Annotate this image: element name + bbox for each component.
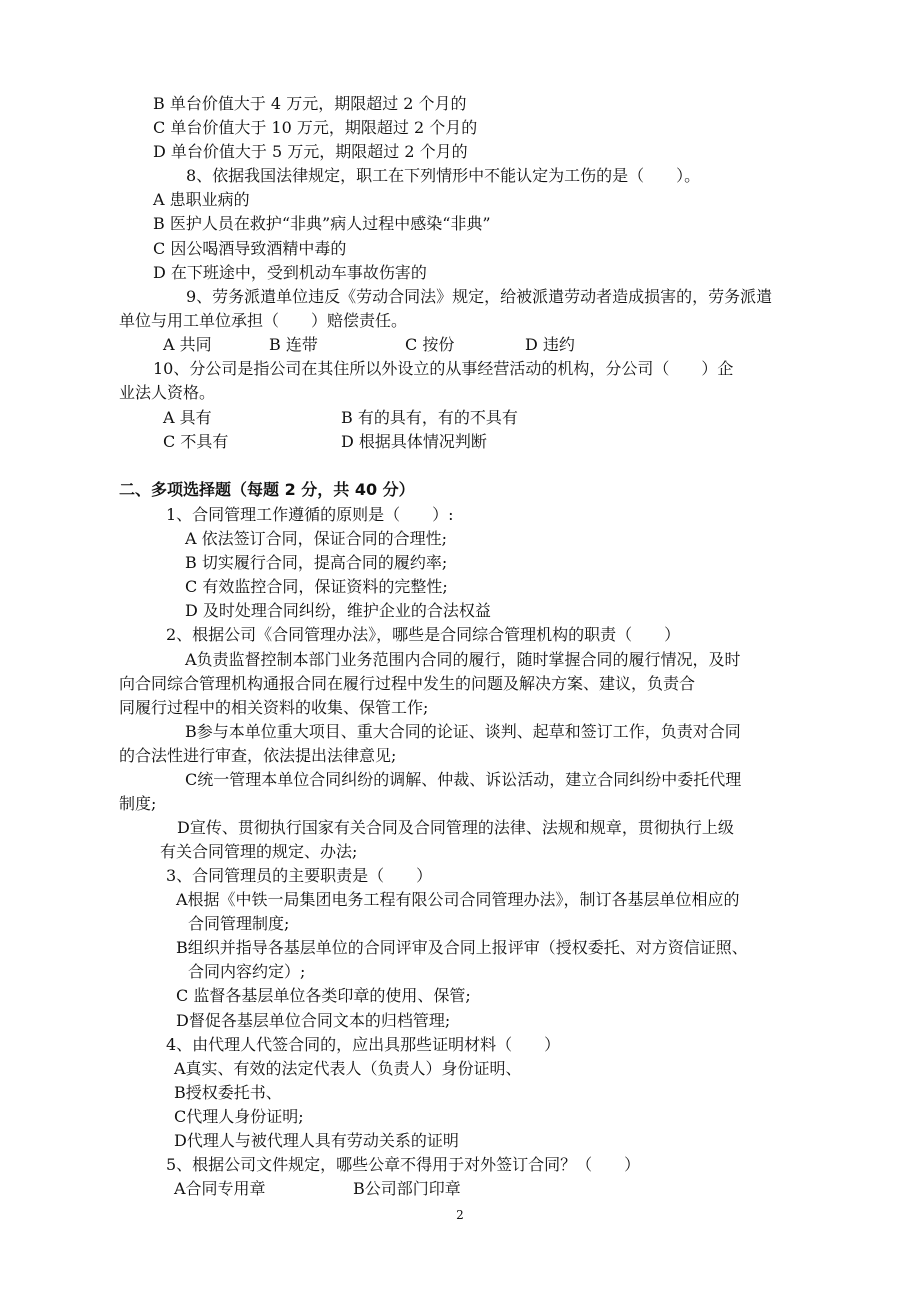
q9-option-c: C 按份 [405,335,455,354]
q10-option-d: D 根据具体情况判断 [341,432,487,451]
q9-option-b: B 连带 [269,335,318,354]
q7-option-c: C 单台价值大于 10 万元，期限超过 2 个月的 [153,118,478,137]
m5-option-b: B公司部门印章 [353,1179,461,1198]
q9-stem-line1: 9、劳务派遣单位违反《劳动合同法》规定，给被派遣劳动者造成损害的，劳务派遣 [186,287,773,306]
q8-stem: 8、依据我国法律规定，职工在下列情形中不能认定为工伤的是（ ）。 [186,166,701,185]
m2-option-a-line2: 向合同综合管理机构通报合同在履行过程中发生的问题及解决方案、建议，负责合 [119,674,696,693]
m2-option-b-line2: 的合法性进行审查，依法提出法律意见; [119,746,397,765]
m1-option-b: B 切实履行合同，提高合同的履约率; [185,553,448,572]
q10-option-a: A 具有 [163,408,212,427]
m4-option-b: B授权委托书、 [174,1083,282,1102]
m2-option-c-line2: 制度; [119,794,157,813]
m5-stem: 5、根据公司文件规定，哪些公章不得用于对外签订合同？（ ） [166,1155,641,1174]
m2-option-b-line1: B参与本单位重大项目、重大合同的论证、谈判、起草和签订工作，负责对合同 [185,722,741,741]
m1-option-a: A 依法签订合同，保证合同的合理性; [185,529,448,548]
q8-option-c: C 因公喝酒导致酒精中毒的 [153,239,347,258]
q8-option-a: A 患职业病的 [153,190,250,209]
m4-option-d: D代理人与被代理人具有劳动关系的证明 [174,1131,459,1150]
m1-stem: 1、合同管理工作遵循的原则是（ ）: [166,505,454,524]
m2-stem: 2、根据公司《合同管理办法》，哪些是合同综合管理机构的职责（ ） [166,625,681,644]
q10-option-b: B 有的具有，有的不具有 [341,408,518,427]
m3-option-b-line1: B组织并指导各基层单位的合同评审及合同上报评审（授权委托、对方资信证照、 [176,938,748,957]
q7-option-d: D 单台价值大于 5 万元，期限超过 2 个月的 [153,142,468,161]
m1-option-c: C 有效监控合同，保证资料的完整性; [185,577,448,596]
m3-stem: 3、合同管理员的主要职责是（ ） [166,866,433,885]
q8-option-d: D 在下班途中，受到机动车事故伤害的 [153,263,427,282]
m4-stem: 4、由代理人代签合同的，应出具那些证明材料（ ） [166,1035,561,1054]
m2-option-d-line2: 有关合同管理的规定、办法; [160,842,358,861]
m3-option-d: D督促各基层单位合同文本的归档管理; [176,1011,451,1030]
m4-option-c: C代理人身份证明; [174,1107,304,1126]
q9-stem-line2: 单位与用工单位承担（ ）赔偿责任。 [119,311,408,330]
page-number: 2 [456,1208,464,1222]
m3-option-b-line2: 合同内容约定）; [188,962,306,981]
m2-option-c-line1: C统一管理本单位合同纠纷的调解、仲裁、诉讼活动，建立合同纠纷中委托代理 [185,770,742,789]
q9-option-d: D 违约 [525,335,575,354]
m3-option-a-line1: A根据《中铁一局集团电务工程有限公司合同管理办法》，制订各基层单位相应的 [176,890,740,909]
m1-option-d: D 及时处理合同纠纷，维护企业的合法权益 [185,601,491,620]
q10-stem-line2: 业法人资格。 [119,383,216,402]
section-heading-multiple-choice: 二、多项选择题（每题 2 分，共 40 分） [119,480,415,499]
m3-option-c: C 监督各基层单位各类印章的使用、保管; [176,986,471,1005]
m2-option-d-line1: D宣传、贯彻执行国家有关合同及合同管理的法律、法规和规章，贯彻执行上级 [177,818,734,837]
q10-option-c: C 不具有 [163,432,229,451]
m2-option-a-line1: A负责监督控制本部门业务范围内合同的履行，随时掌握合同的履行情况，及时 [185,650,741,669]
m3-option-a-line2: 合同管理制度; [188,914,290,933]
q8-option-b: B 医护人员在救护“非典”病人过程中感染“非典” [153,214,491,233]
q9-option-a: A 共同 [163,335,212,354]
m4-option-a: A真实、有效的法定代表人（负责人）身份证明、 [174,1059,522,1078]
m5-option-a: A合同专用章 [174,1179,266,1198]
q7-option-b: B 单台价值大于 4 万元，期限超过 2 个月的 [153,94,467,113]
q10-stem-line1: 10、分公司是指公司在其住所以外设立的从事经营活动的机构，分公司（ ）企 [153,359,734,378]
m2-option-a-line3: 同履行过程中的相关资料的收集、保管工作; [119,698,429,717]
